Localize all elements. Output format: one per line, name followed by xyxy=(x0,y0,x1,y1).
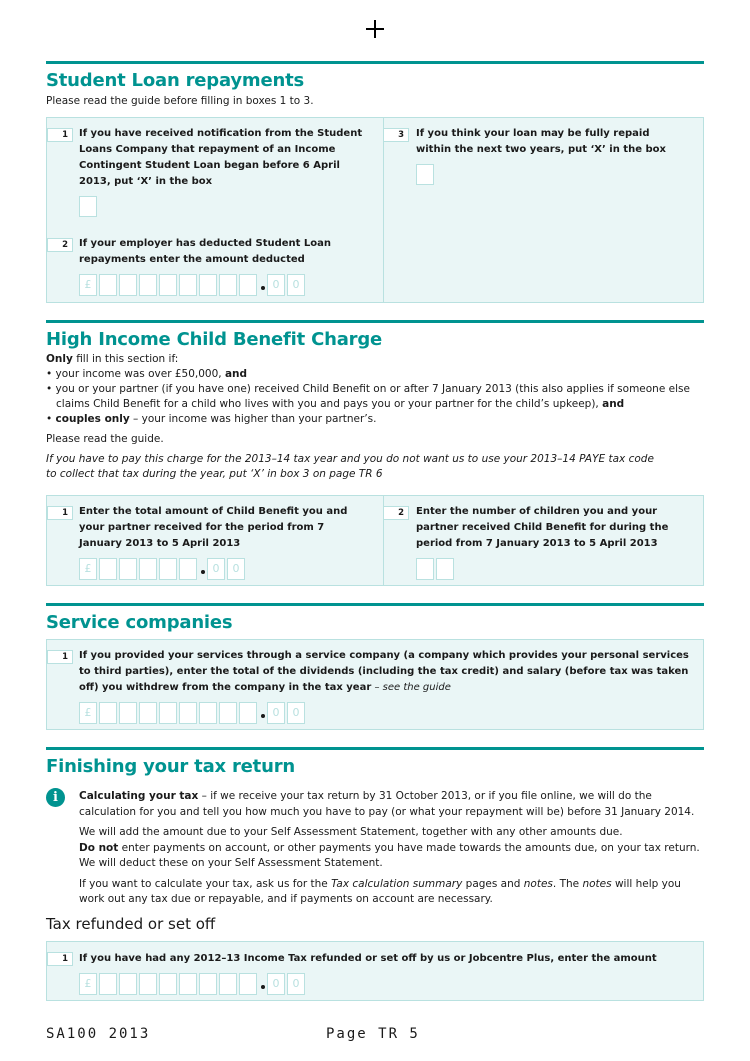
page-number: Page TR 5 xyxy=(326,1026,420,1042)
section-rule xyxy=(46,61,704,64)
digit-box[interactable] xyxy=(99,274,117,296)
pence-box[interactable]: 0 xyxy=(227,558,245,580)
digit-box[interactable] xyxy=(239,274,257,296)
tax-refunded-heading: Tax refunded or set off xyxy=(46,915,216,933)
hicbc-panel xyxy=(46,495,704,586)
service-panel xyxy=(46,639,704,730)
digit-box[interactable] xyxy=(139,973,157,995)
box-number-2: 2 xyxy=(47,238,73,252)
question-2-text: If your employer has deducted Student Loan repayments enter the amount deducted xyxy=(79,238,332,265)
children-digit-1[interactable] xyxy=(416,558,434,580)
info-icon: i xyxy=(46,788,65,807)
pence-box[interactable]: 0 xyxy=(287,274,305,296)
decimal-point xyxy=(261,714,265,718)
digit-box[interactable] xyxy=(179,973,197,995)
section-rule xyxy=(46,320,704,323)
section-rule xyxy=(46,747,704,750)
pence-box[interactable]: 0 xyxy=(267,702,285,724)
question-1-text: Enter the total amount of Child Benefit you and your partner received for the period from 7 January 2013 to 5 April 2013 xyxy=(79,506,348,549)
section-title: Service companies xyxy=(46,612,233,633)
digit-box[interactable] xyxy=(199,274,217,296)
student-loan-checkbox[interactable] xyxy=(79,196,97,217)
section-title: High Income Child Benefit Charge xyxy=(46,329,383,350)
currency-box[interactable]: £ xyxy=(79,973,97,995)
digit-box[interactable] xyxy=(119,702,137,724)
box-number-1: 1 xyxy=(47,952,73,966)
currency-box[interactable]: £ xyxy=(79,558,97,580)
digit-box[interactable] xyxy=(99,702,117,724)
service-section xyxy=(46,603,704,633)
digit-box[interactable] xyxy=(219,274,237,296)
section-intro: Only fill in this section if: • your income was over £50,000, and • you or your partner (if you have one) received Child Benefit on or after 7 January 2013 (this also applies if someone else claims Child Benefit for a child who lives with you and pays you or your partner for the child’s upkeep), and • couples only – your income was higher than your partner’s. Please read the guide. If you have to pay this charge for the 2013–14 tax year and you do not want us to use your 2013–14 PAYE tax code to collect that tax during the year, put ‘X’ in box 3 on page TR 6 xyxy=(46,353,690,480)
digit-box[interactable] xyxy=(139,558,157,580)
digit-box[interactable] xyxy=(219,702,237,724)
box-number-1: 1 xyxy=(47,128,73,142)
box-number-1: 1 xyxy=(47,506,73,520)
digit-box[interactable] xyxy=(119,558,137,580)
digit-box[interactable] xyxy=(139,702,157,724)
digit-box[interactable] xyxy=(159,558,177,580)
section-rule xyxy=(46,603,704,606)
finishing-section xyxy=(46,747,704,777)
digit-box[interactable] xyxy=(159,973,177,995)
amount-field-tax-refunded[interactable] xyxy=(79,973,309,995)
student-loan-panel xyxy=(46,117,704,303)
digit-box[interactable] xyxy=(159,274,177,296)
question-1-text: If you have had any 2012–13 Income Tax refunded or set off by us or Jobcentre Plus, enter the amount xyxy=(79,953,657,964)
box-number-3: 3 xyxy=(383,128,409,142)
digit-box[interactable] xyxy=(199,702,217,724)
pence-box[interactable]: 0 xyxy=(287,702,305,724)
decimal-point xyxy=(261,286,265,290)
children-digit-2[interactable] xyxy=(436,558,454,580)
digit-box[interactable] xyxy=(119,274,137,296)
currency-box[interactable]: £ xyxy=(79,274,97,296)
digit-box[interactable] xyxy=(119,973,137,995)
digit-box[interactable] xyxy=(179,558,197,580)
repaid-checkbox[interactable] xyxy=(416,164,434,185)
form-id: SA100 2013 xyxy=(46,1026,151,1042)
amount-field-student-loan[interactable] xyxy=(79,274,309,296)
question-1-text: If you provided your services through a service company (a company which provides your personal services to third parties), enter the total of the dividends (including the tax credit) and salary (before tax was taken off) you withdrew from the company in the tax year – see the guide xyxy=(79,650,689,693)
amount-field-service-company[interactable] xyxy=(79,702,309,724)
digit-box[interactable] xyxy=(239,973,257,995)
digit-box[interactable] xyxy=(179,702,197,724)
tax-refunded-panel xyxy=(46,941,704,1001)
digit-box[interactable] xyxy=(219,973,237,995)
section-title: Finishing your tax return xyxy=(46,756,295,777)
digit-box[interactable] xyxy=(179,274,197,296)
student-loan-section xyxy=(46,61,704,109)
digit-box[interactable] xyxy=(139,274,157,296)
pence-box[interactable]: 0 xyxy=(267,973,285,995)
decimal-point xyxy=(201,570,205,574)
digit-box[interactable] xyxy=(199,973,217,995)
section-title: Student Loan repayments xyxy=(46,70,305,91)
decimal-point xyxy=(261,985,265,989)
pence-box[interactable]: 0 xyxy=(287,973,305,995)
question-1-text: If you have received notification from the Student Loans Company that repayment of an Income Contingent Student Loan began before 6 April 2013, put ‘X’ in the box xyxy=(79,128,363,187)
amount-field-child-benefit[interactable] xyxy=(79,558,249,580)
calculating-tax-text: Calculating your tax – if we receive your tax return by 31 October 2013, or if you file online, we will do the calculation for you and tell you how much you have to pay (or what your repayment will be) before 31 January 2014. We will add the amount due to your Self Assessment Statement, together with any other amounts due. Do not enter payments on account, or other payments you have made towards the amounts due, on your tax return. We will deduct these on your Self Assessment Statement. If you want to calculate your tax, ask us for the Tax calculation summary pages and notes. The notes will help you work out any tax due or repayable, and if payments on account are necessary. xyxy=(79,790,700,905)
box-number-1: 1 xyxy=(47,650,73,664)
section-intro: Please read the guide before filling in boxes 1 to 3. xyxy=(46,95,314,107)
question-2-text: Enter the number of children you and your partner received Child Benefit for during the period from 7 January 2013 to 5 April 2013 xyxy=(416,506,669,549)
digit-box[interactable] xyxy=(159,702,177,724)
pence-box[interactable]: 0 xyxy=(207,558,225,580)
registration-mark xyxy=(364,18,386,40)
box-number-2: 2 xyxy=(383,506,409,520)
currency-box[interactable]: £ xyxy=(79,702,97,724)
digit-box[interactable] xyxy=(99,973,117,995)
pence-box[interactable]: 0 xyxy=(267,274,285,296)
digit-box[interactable] xyxy=(99,558,117,580)
hicbc-section xyxy=(46,320,704,482)
question-3-text: If you think your loan may be fully repaid within the next two years, put ‘X’ in the box xyxy=(416,128,666,155)
digit-box[interactable] xyxy=(239,702,257,724)
